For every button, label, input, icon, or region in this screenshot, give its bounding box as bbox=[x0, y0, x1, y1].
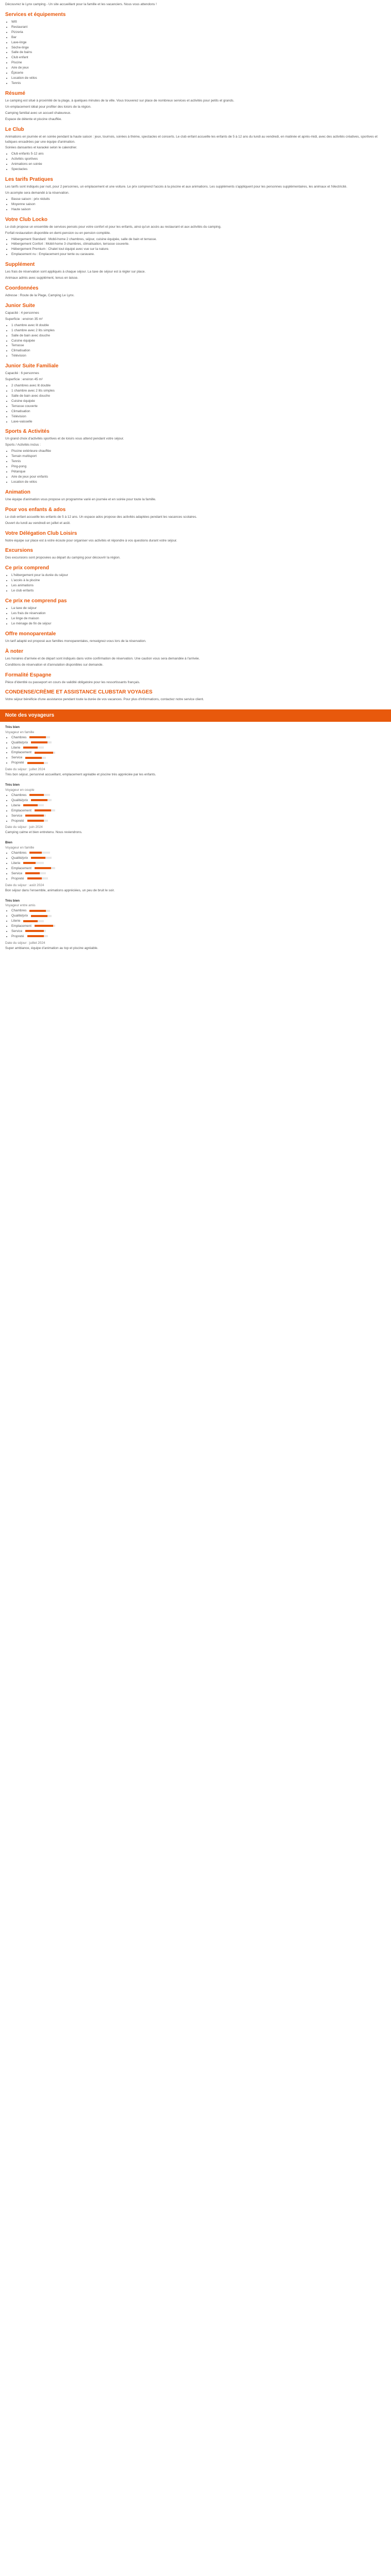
review-text: Super ambiance, équipe d'animation au top et piscine agréable. bbox=[5, 946, 99, 950]
review-text: Bon séjour dans l'ensemble, animations appréciées, un peu de bruit le soir. bbox=[5, 888, 115, 892]
page-bottom-spacer bbox=[0, 955, 391, 976]
rating-label: Propreté bbox=[11, 934, 24, 938]
section-heading: Offre monoparentale bbox=[5, 631, 56, 637]
list-item: • Spectacles bbox=[11, 167, 386, 172]
rating-label: Chambres bbox=[11, 735, 27, 739]
rating-row bbox=[11, 851, 386, 856]
review-card bbox=[0, 782, 391, 839]
list-item: • Terrasse bbox=[11, 343, 386, 348]
section-heading: Sports & Activités bbox=[5, 429, 50, 435]
list-item: • Les frais de réservation bbox=[11, 611, 386, 616]
list-item: • Haute saison bbox=[11, 207, 386, 212]
section-heading: Animation bbox=[5, 489, 30, 495]
rating-row bbox=[11, 750, 386, 755]
rating-meter bbox=[31, 741, 52, 743]
section-paragraph: Le camping est situé à proximité de la plage, à quelques minutes de la ville. Vous trouverez sur place de nombreux services et activités pour petits et grands. bbox=[5, 98, 235, 103]
rating-meter-fill bbox=[35, 752, 53, 754]
section-heading: Formalité Espagne bbox=[5, 672, 52, 678]
rating-meter bbox=[25, 815, 46, 817]
rating-row bbox=[11, 760, 386, 766]
content bbox=[0, 0, 391, 702]
rating-meter-fill bbox=[27, 935, 44, 937]
review-date: Date du séjour : juillet 2024 bbox=[5, 768, 45, 772]
section-paragraph: Animaux admis avec supplément, tenus en laisse. bbox=[5, 276, 78, 280]
section-heading: Ce prix comprend bbox=[5, 565, 50, 571]
rating-meter-fill bbox=[23, 862, 36, 864]
rating-meter-fill bbox=[29, 794, 44, 796]
rating-meter bbox=[27, 877, 48, 879]
rating-meter bbox=[25, 872, 46, 874]
list-item: • Sèche-linge bbox=[11, 45, 386, 50]
list-item: • Climatisation bbox=[11, 409, 386, 414]
review-date: Date du séjour : juin 2024 bbox=[5, 825, 43, 829]
rating-meter bbox=[27, 762, 48, 764]
section-list bbox=[5, 151, 386, 172]
section-paragraph: Conditions de réservation et d'annulation disponibles sur demande. bbox=[5, 663, 104, 667]
rating-row bbox=[11, 919, 386, 924]
section-paragraph: Un grand choix d'activités sportives et de loisirs vous attend pendant votre séjour. bbox=[5, 437, 124, 441]
rating-row bbox=[11, 798, 386, 803]
list-item: • Hébergement Premium : Chalet tout équipé avec vue sur la nature. bbox=[11, 247, 386, 252]
section-paragraph: Soirées dansantes et karaoké selon le calendrier. bbox=[5, 146, 77, 150]
review-card bbox=[0, 897, 391, 955]
section-paragraph: Le club enfant accueille les enfants de 5 à 12 ans. Un espace ados propose des activités adaptées pendant les vacances scolaires. bbox=[5, 515, 197, 519]
rating-meter bbox=[29, 852, 50, 854]
page bbox=[0, 0, 391, 976]
section-heading: Votre Délégation Club Loisirs bbox=[5, 530, 77, 536]
rating-meter bbox=[29, 736, 50, 738]
list-item: • Club enfant bbox=[11, 55, 386, 60]
review-author-type: Voyageur en famille bbox=[5, 846, 35, 850]
list-item: • Moyenne saison bbox=[11, 202, 386, 207]
review-title: Bien bbox=[5, 841, 12, 845]
rating-meter-fill bbox=[23, 804, 38, 806]
section-paragraph: Pièce d'identité ou passeport en cours de validité obligatoire pour les ressortissants français. bbox=[5, 680, 140, 684]
review-author-type: Voyageur en couple bbox=[5, 788, 35, 792]
list-item: • Basse saison : prix réduits bbox=[11, 197, 386, 202]
section-paragraph: Une équipe d'animation vous propose un programme varié en journée et en soirée pour toute la famille. bbox=[5, 497, 156, 501]
section-heading: Services et équipements bbox=[5, 11, 66, 18]
list-item: • Bar bbox=[11, 35, 386, 40]
review-title: Très bien bbox=[5, 725, 20, 729]
rating-label: Emplacement bbox=[11, 808, 32, 812]
list-item: • Pizzeria bbox=[11, 30, 386, 35]
rating-meter-fill bbox=[23, 747, 38, 749]
review-ratings bbox=[5, 908, 386, 939]
rating-meter bbox=[35, 925, 55, 927]
review-author-type: Voyageur entre amis bbox=[5, 904, 36, 908]
rating-meter bbox=[29, 794, 50, 796]
section-paragraph: Un acompte sera demandé à la réservation. bbox=[5, 191, 70, 195]
rating-label: Chambres bbox=[11, 851, 27, 855]
rating-meter bbox=[23, 804, 44, 806]
section-paragraph: Un tarif adapté est proposé aux familles monoparentales, renseignez-vous lors de la réservation. bbox=[5, 639, 146, 643]
rating-meter-fill bbox=[31, 857, 45, 859]
section-paragraph: Camping familial avec un accueil chaleureux. bbox=[5, 111, 71, 115]
review-text: Très bon séjour, personnel accueillant, emplacement agréable et piscine très appréciée par les enfants. bbox=[5, 773, 156, 777]
section-paragraph: Les horaires d'arrivée et de départ sont indiqués dans votre confirmation de réservation. Une caution vous sera demandée à l'arrivée. bbox=[5, 656, 200, 660]
rating-label: Chambres bbox=[11, 793, 27, 797]
section-paragraph: Les tarifs sont indiqués par nuit, pour 2 personnes, un emplacement et une voiture. Le prix comprend l'accès à la piscine et aux animations. Les suppléments s'appliquent pour les personnes supplémentaires, les animaux et l'électricité. bbox=[5, 185, 347, 189]
list-item: • Activités sportives bbox=[11, 157, 386, 162]
section-list bbox=[5, 20, 386, 86]
rating-label: Service bbox=[11, 756, 23, 760]
section-paragraph: Le club propose un ensemble de services pensés pour votre confort et pour les enfants, ainsi qu'un accès au restaurant et aux activités du camping. bbox=[5, 225, 221, 229]
section-paragraph: Notre équipe sur place est à votre écoute pour organiser vos activités et répondre à vos questions durant votre séjour. bbox=[5, 538, 177, 543]
list-item: • Animations en soirée bbox=[11, 162, 386, 167]
list-item: • Les animations bbox=[11, 583, 386, 588]
rating-meter-fill bbox=[27, 820, 44, 822]
rating-label: Literie bbox=[11, 919, 21, 923]
rating-label: Propreté bbox=[11, 761, 24, 765]
rating-meter bbox=[35, 867, 55, 869]
list-item: • 1 chambre avec 2 lits simples bbox=[11, 328, 386, 333]
rating-row bbox=[11, 908, 386, 913]
rating-row bbox=[11, 866, 386, 871]
review-ratings bbox=[5, 735, 386, 766]
rating-label: Qualité/prix bbox=[11, 740, 28, 744]
list-item: • Télévision bbox=[11, 414, 386, 419]
review-author-type: Voyageur en famille bbox=[5, 730, 35, 734]
rating-label: Service bbox=[11, 871, 23, 875]
rating-label: Emplacement bbox=[11, 866, 32, 870]
rating-row bbox=[11, 924, 386, 929]
section-heading: Les tarifs Pratiques bbox=[5, 177, 53, 183]
rating-meter-fill bbox=[29, 852, 42, 854]
rating-meter-fill bbox=[27, 762, 44, 764]
section-heading: CONDENSE/CRÈME ET ASSISTANCE CLUBSTAR VOYAGES bbox=[5, 689, 153, 696]
rating-row bbox=[11, 755, 386, 760]
list-item: • Emplacement nu : Emplacement pour tente ou caravane. bbox=[11, 252, 386, 257]
review-card bbox=[0, 839, 391, 897]
review-ratings bbox=[5, 793, 386, 824]
rating-row bbox=[11, 803, 386, 808]
list-item: • Aire de jeux pour enfants bbox=[11, 474, 386, 480]
list-item: • Cuisine équipée bbox=[11, 399, 386, 404]
list-item: • Salle de bain avec douche bbox=[11, 333, 386, 338]
rating-row bbox=[11, 819, 386, 824]
rating-row bbox=[11, 740, 386, 745]
list-item: • Lave-linge bbox=[11, 40, 386, 45]
list-item: • Pétanque bbox=[11, 469, 386, 474]
rating-row bbox=[11, 814, 386, 819]
rating-meter-fill bbox=[35, 809, 51, 811]
section-paragraph: Espace de détente et piscine chauffée. bbox=[5, 117, 62, 121]
section-heading: Coordonnées bbox=[5, 285, 39, 292]
rating-row bbox=[11, 876, 386, 882]
rating-row bbox=[11, 808, 386, 814]
rating-meter bbox=[23, 747, 44, 749]
list-item: • Terrain multisport bbox=[11, 454, 386, 459]
list-item: • Club enfants 5-12 ans bbox=[11, 151, 386, 157]
section-paragraph: Superficie : environ 45 m² bbox=[5, 378, 43, 382]
rating-label: Literie bbox=[11, 861, 21, 865]
section-paragraph: Les frais de réservation sont appliqués à chaque séjour. La taxe de séjour est à régler sur place. bbox=[5, 270, 146, 274]
rating-row bbox=[11, 745, 386, 751]
section-heading: Junior Suite bbox=[5, 302, 35, 309]
section-paragraph: Votre séjour bénéficie d'une assistance pendant toute la durée de vos vacances. Pour plus d'informations, contactez notre service client. bbox=[5, 698, 204, 702]
list-item: • Salle de bains bbox=[11, 50, 386, 55]
section-heading: Votre Club Locko bbox=[5, 216, 48, 223]
list-item: • Ping-pong bbox=[11, 464, 386, 469]
sections bbox=[5, 11, 386, 702]
section-list bbox=[5, 237, 386, 258]
rating-meter bbox=[31, 857, 52, 859]
section-paragraph: Des excursions sont proposées au départ du camping pour découvrir la région. bbox=[5, 556, 121, 560]
section-heading: Le Club bbox=[5, 126, 24, 132]
section-list bbox=[5, 606, 386, 626]
section-paragraph: Forfait restauration disponible en demi-pension ou en pension complète. bbox=[5, 231, 111, 235]
rating-row bbox=[11, 793, 386, 798]
rating-meter bbox=[23, 862, 44, 864]
section-paragraph: Superficie : environ 35 m² bbox=[5, 317, 43, 321]
list-item: • Wifi bbox=[11, 20, 386, 25]
rating-label: Propreté bbox=[11, 819, 24, 823]
rating-meter-fill bbox=[31, 915, 47, 917]
review-date: Date du séjour : juillet 2024 bbox=[5, 941, 45, 945]
section-list bbox=[5, 573, 386, 594]
section-list bbox=[5, 449, 386, 484]
rating-label: Literie bbox=[11, 745, 21, 750]
rating-meter bbox=[31, 799, 52, 801]
list-item: • Climatisation bbox=[11, 348, 386, 353]
list-item: • Location de vélos bbox=[11, 480, 386, 485]
list-item: • Cuisine équipée bbox=[11, 338, 386, 344]
section-paragraph: Animations en journée et en soirée pendant la haute saison : jeux, tournois, soirées à thème, spectacles et concerts. Le club enfant accueille les enfants de 5 à 12 ans du lundi au vendredi, en matinée et après-midi, avec des activités créatives, sportives et ludiques encadrées par une équipe d'animation. bbox=[5, 134, 378, 144]
list-item: • Le club enfants bbox=[11, 588, 386, 594]
section-paragraph: Ouvert du lundi au vendredi en juillet et août. bbox=[5, 521, 71, 525]
section-heading: Junior Suite Familiale bbox=[5, 363, 59, 369]
list-item: • Terrasse couverte bbox=[11, 404, 386, 409]
review-title: Très bien bbox=[5, 899, 20, 903]
section-paragraph: Un emplacement idéal pour profiter des loisirs de la région. bbox=[5, 105, 91, 109]
section-heading: Ce prix ne comprend pas bbox=[5, 598, 67, 604]
review-date: Date du séjour : août 2024 bbox=[5, 883, 44, 887]
section-heading: Excursions bbox=[5, 548, 33, 554]
rating-meter-fill bbox=[25, 872, 40, 874]
rating-label: Emplacement bbox=[11, 751, 32, 755]
list-item: • Restaurant bbox=[11, 25, 386, 30]
list-item: • Tennis bbox=[11, 81, 386, 86]
reviews-list bbox=[0, 724, 391, 955]
list-item: • La taxe de séjour bbox=[11, 606, 386, 611]
list-item: • Épicerie bbox=[11, 71, 386, 76]
list-item: • Piscine bbox=[11, 60, 386, 65]
rating-meter-fill bbox=[35, 867, 51, 869]
reviews-heading: Note des voyageurs bbox=[0, 709, 391, 722]
rating-meter-fill bbox=[25, 930, 44, 932]
section-heading: Pour vos enfants & ados bbox=[5, 506, 66, 513]
rating-row bbox=[11, 913, 386, 919]
section-paragraph: Sports / Activités inclus : bbox=[5, 443, 41, 447]
rating-row bbox=[11, 934, 386, 939]
review-card bbox=[0, 724, 391, 782]
rating-label: Service bbox=[11, 814, 23, 818]
rating-meter bbox=[25, 757, 46, 759]
rating-meter-fill bbox=[27, 877, 42, 879]
list-item: • Tennis bbox=[11, 459, 386, 464]
rating-row bbox=[11, 929, 386, 934]
rating-label: Service bbox=[11, 929, 23, 934]
rating-label: Emplacement bbox=[11, 924, 32, 928]
rating-meter bbox=[31, 915, 52, 917]
list-item: • Le linge de maison bbox=[11, 616, 386, 621]
review-ratings bbox=[5, 851, 386, 882]
rating-row bbox=[11, 856, 386, 861]
rating-row bbox=[11, 861, 386, 866]
section-list bbox=[5, 197, 386, 212]
section-paragraph: Capacité : 6 personnes bbox=[5, 371, 39, 376]
rating-label: Chambres bbox=[11, 909, 27, 913]
rating-meter-fill bbox=[29, 736, 46, 738]
rating-meter-fill bbox=[23, 920, 38, 922]
section-heading: À noter bbox=[5, 648, 23, 654]
list-item: • Lave-vaisselle bbox=[11, 419, 386, 425]
rating-label: Qualité/prix bbox=[11, 914, 28, 918]
rating-label: Propreté bbox=[11, 876, 24, 880]
section-paragraph: Capacité : 4 personnes bbox=[5, 311, 39, 315]
section-paragraph: Adresse : Route de la Plage, Camping Le Lynx. bbox=[5, 294, 75, 298]
rating-meter bbox=[27, 935, 48, 937]
list-item: • Piscine extérieure chauffée bbox=[11, 449, 386, 454]
section-list bbox=[5, 323, 386, 359]
rating-meter bbox=[29, 910, 50, 912]
rating-row bbox=[11, 735, 386, 740]
rating-label: Literie bbox=[11, 803, 21, 807]
list-item: • Location de vélos bbox=[11, 76, 386, 81]
rating-meter-fill bbox=[35, 925, 53, 927]
list-item: • Hébergement Confort : Mobil-home 3 chambres, climatisation, terrasse couverte. bbox=[11, 242, 386, 247]
rating-meter bbox=[25, 930, 46, 932]
list-item: • 1 chambre avec lit double bbox=[11, 323, 386, 328]
review-title: Très bien bbox=[5, 783, 20, 787]
rating-meter bbox=[35, 752, 55, 754]
rating-label: Qualité/prix bbox=[11, 856, 28, 860]
list-item: • Aire de jeux bbox=[11, 65, 386, 71]
rating-meter bbox=[35, 809, 55, 811]
section-heading: Supplément bbox=[5, 262, 35, 268]
list-item: • 1 chambre avec 2 lits simples bbox=[11, 388, 386, 394]
rating-meter-fill bbox=[29, 910, 46, 912]
rating-meter-fill bbox=[31, 741, 47, 743]
rating-row bbox=[11, 871, 386, 876]
section-list bbox=[5, 383, 386, 424]
section-heading: Résumé bbox=[5, 90, 25, 96]
rating-meter bbox=[27, 820, 48, 822]
list-item: • L'hébergement pour la durée du séjour bbox=[11, 573, 386, 578]
rating-label: Qualité/prix bbox=[11, 798, 28, 802]
rating-meter bbox=[23, 920, 44, 922]
list-item: • Salle de bain avec douche bbox=[11, 394, 386, 399]
list-item: • L'accès à la piscine bbox=[11, 578, 386, 583]
rating-meter-fill bbox=[25, 757, 42, 759]
list-item: • Hébergement Standard : Mobil-home 2 chambres, séjour, cuisine équipée, salle de bain et terrasse. bbox=[11, 237, 386, 242]
list-item: • 2 chambres avec lit double bbox=[11, 383, 386, 388]
rating-meter-fill bbox=[25, 815, 44, 817]
review-text: Camping calme et bien entretenu. Nous reviendrons. bbox=[5, 831, 83, 835]
intro-text: Découvrez le Lynx camping - Un site accueillant pour la famille et les vacanciers. Nous vous attendons ! bbox=[5, 3, 157, 6]
list-item: • Télévision bbox=[11, 353, 386, 359]
rating-meter-fill bbox=[31, 799, 47, 801]
list-item: • Le ménage de fin de séjour bbox=[11, 621, 386, 626]
